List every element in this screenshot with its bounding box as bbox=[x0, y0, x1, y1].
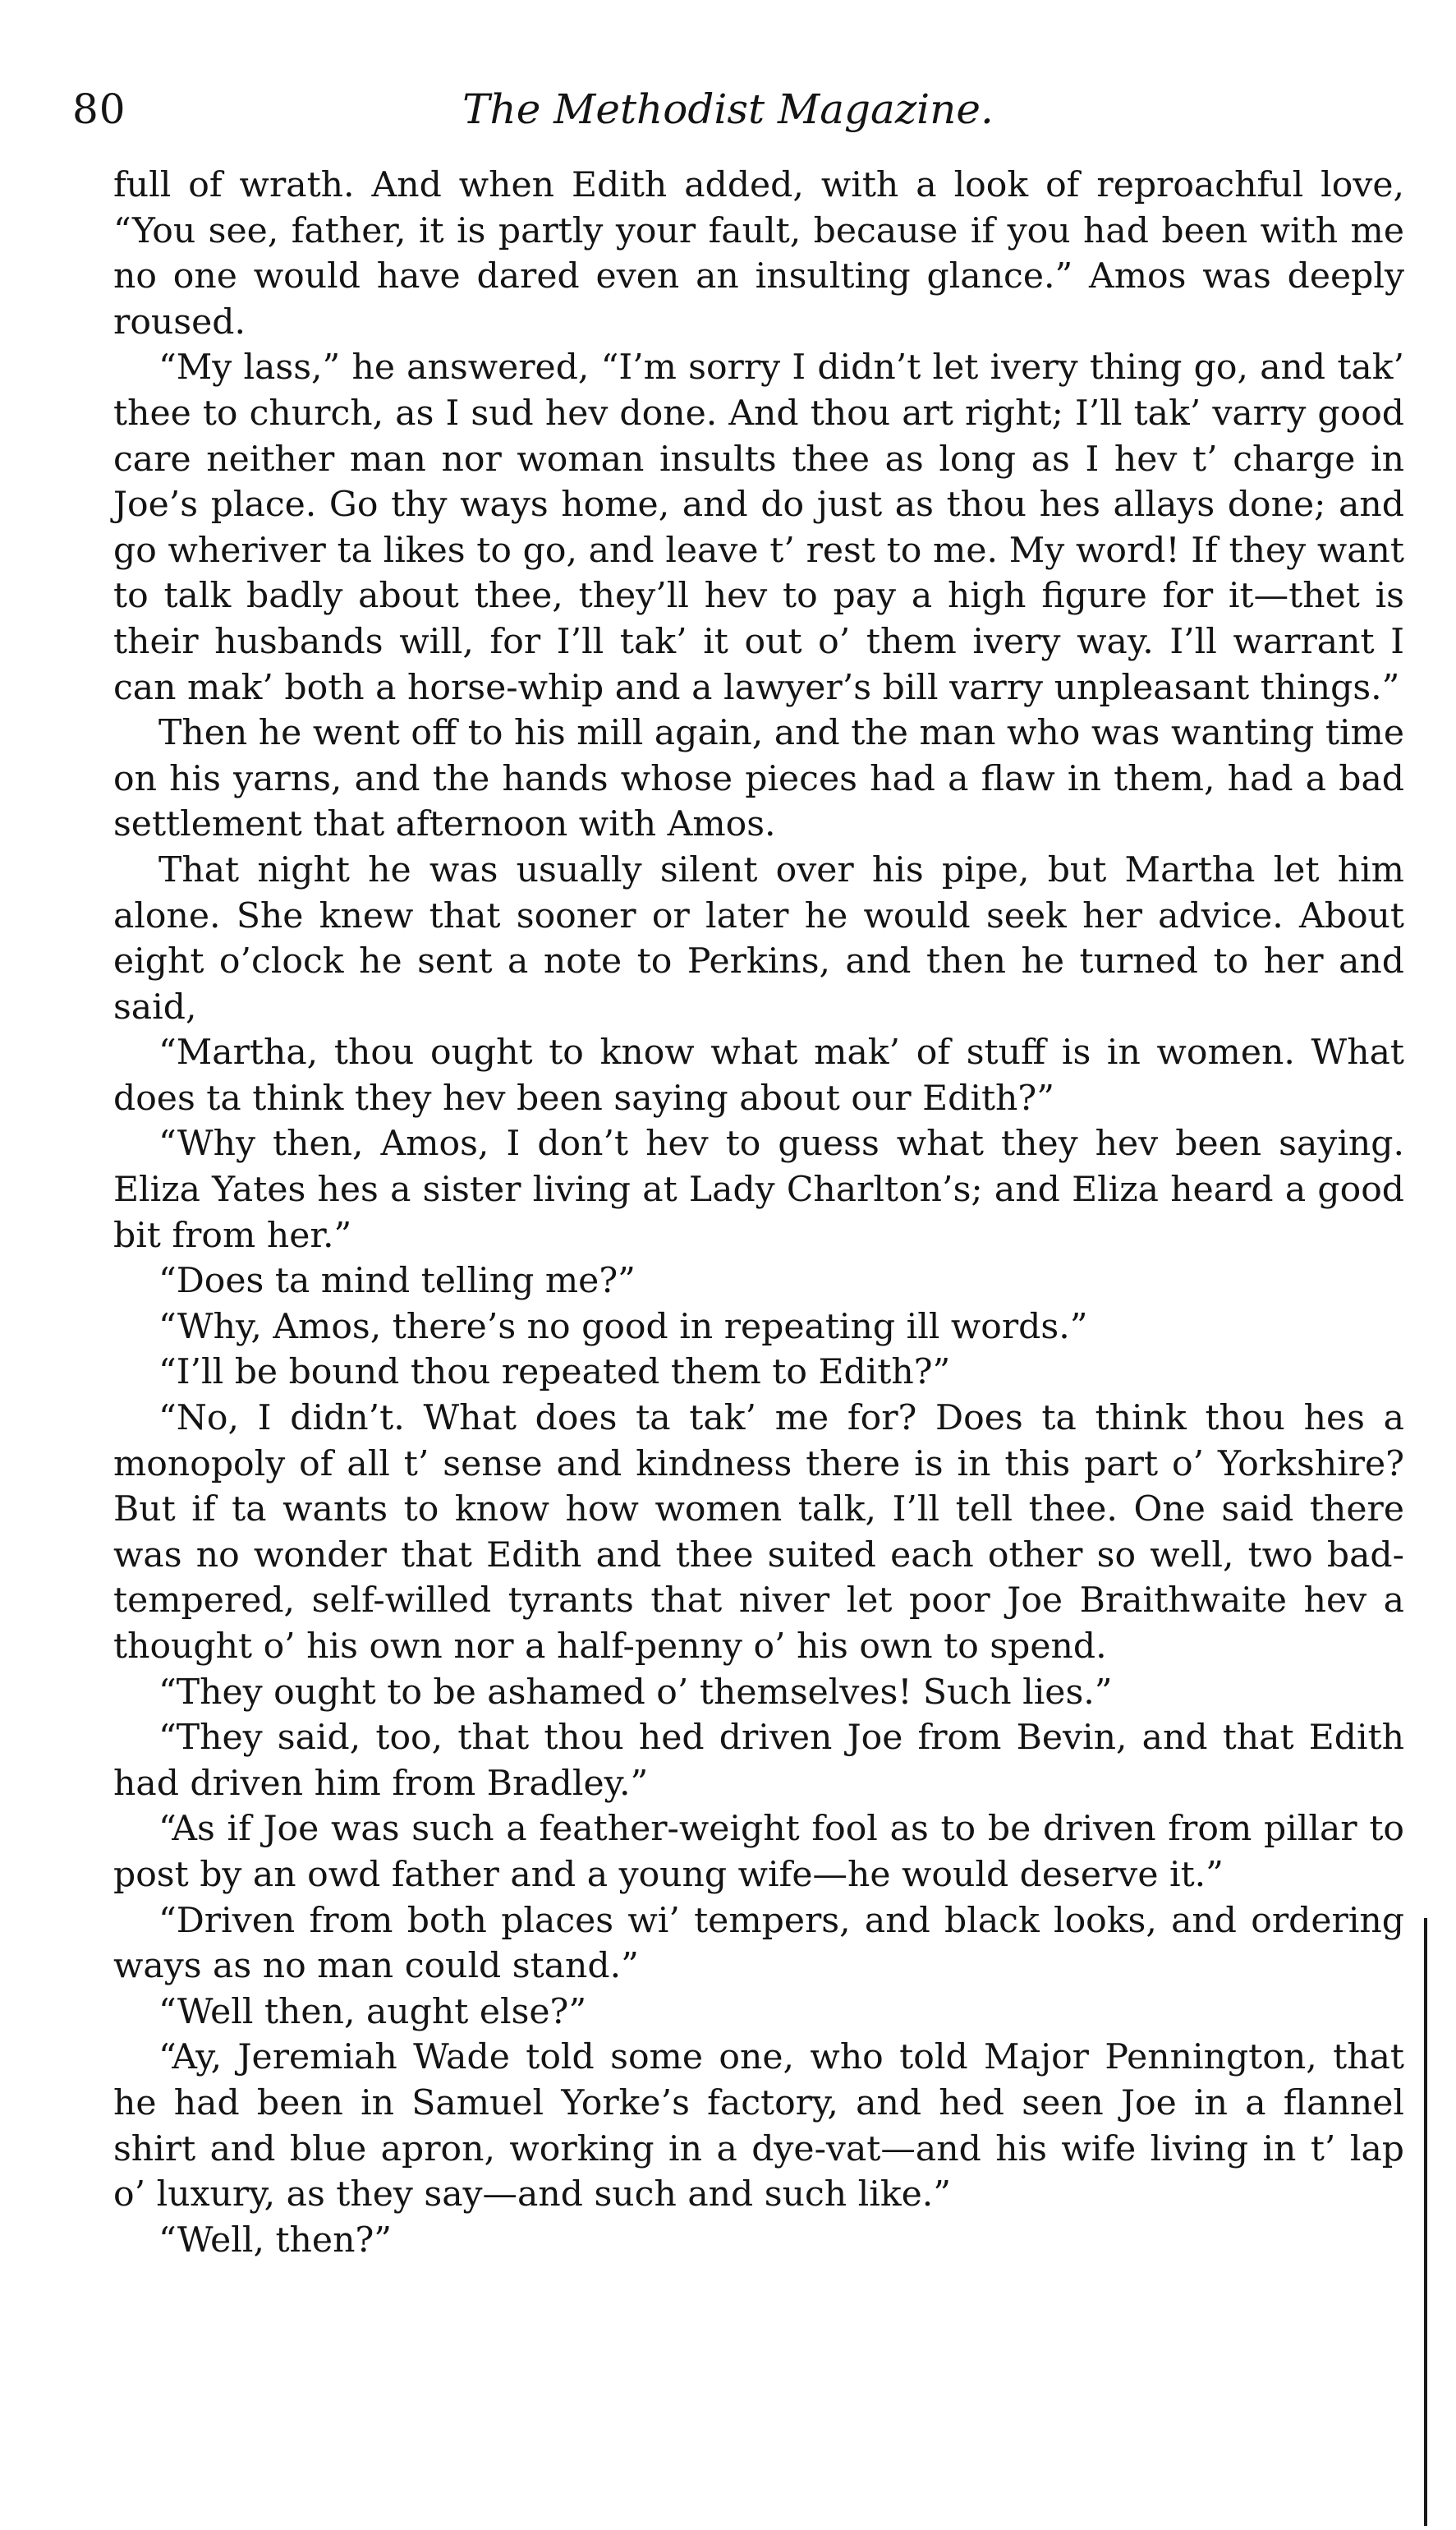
paragraph: “My lass,” he answered, “I’m sorry I didn’t let ivery thing go, and tak’ thee to church, as I sud hev done. And thou art right; I’ll tak’ varry good care neither man nor woman insults thee as long as I hev t’ charge in Joe’s place. Go thy ways home, and do just as thou hes allays done; and go wheriver ta likes to go, and leave t’ rest to me. My word! If they want to talk badly about thee, they’ll hev to pay a high figure for it—thet is their husbands will, for I’ll tak’ it out o’ them ivery way. I’ll warrant I can mak’ both a horse-whip and a lawyer’s bill varry unpleasant things.” bbox=[113, 347, 1404, 708]
paragraph: “Well then, aught else?” bbox=[158, 1991, 587, 2032]
paragraph: Then he went off to his mill again, and the man who was wanting time on his yarns, and the hands whose pieces had a flaw in them, had a bad settlement that afternoon with Amos. bbox=[113, 713, 1404, 845]
paragraph: “Does ta mind telling me?” bbox=[158, 1261, 636, 1302]
paragraph: “I’ll be bound thou repeated them to Edith?” bbox=[158, 1352, 951, 1393]
paragraph: “As if Joe was such a feather-weight fool as to be driven from pillar to post by an owd father and a young wife—he would deserve it.” bbox=[113, 1809, 1404, 1895]
paragraph: “Why, Amos, there’s no good in repeating ill words.” bbox=[158, 1306, 1088, 1347]
page-number: 80 bbox=[72, 85, 126, 133]
paragraph: That night he was usually silent over his pipe, but Martha let him alone. She knew that sooner or later he would seek her advice. About eight o’clock he sent a note to Perkins, and then he turned to her and said, bbox=[113, 849, 1404, 1028]
paragraph: “Driven from both places wi’ tempers, and black looks, and ordering ways as no man could stand.” bbox=[113, 1900, 1404, 1987]
paragraph: “Why then, Amos, I don’t hev to guess what they hev been saying. Eliza Yates hes a sister living at Lady Charlton’s; and Eliza heard a good bit from her.” bbox=[113, 1124, 1404, 1256]
article-body bbox=[113, 163, 1404, 2263]
paragraph: “Well, then?” bbox=[158, 2220, 392, 2261]
paragraph: “Martha, thou ought to know what mak’ of stuff is in women. What does ta think they hev been saying about our Edith?” bbox=[113, 1033, 1404, 1119]
paragraph: “They said, too, that thou hed driven Joe from Bevin, and that Edith had driven him from Bradley.” bbox=[113, 1718, 1404, 1804]
margin-rule bbox=[1424, 1918, 1427, 2526]
paragraph: “They ought to be ashamed o’ themselves! Such lies.” bbox=[158, 1672, 1113, 1713]
paragraph: “Ay, Jeremiah Wade told some one, who told Major Pennington, that he had been in Samuel Yorke’s factory, and hed seen Joe in a flannel shirt and blue apron, working in a dye-vat—and his wife living in t’ lap o’ luxury, as they say—and such and such like.” bbox=[113, 2037, 1404, 2215]
page-header bbox=[0, 72, 1456, 146]
paragraph: full of wrath. And when Edith added, with a look of reproachful love, “You see, father, it is partly your fault, because if you had been with me no one would have dared even an insulting glance.” Amos was deeply roused. bbox=[113, 165, 1404, 343]
running-title: The Methodist Magazine. bbox=[462, 85, 994, 133]
paragraph: “No, I didn’t. What does ta tak’ me for? Does ta think thou hes a monopoly of all t’ sense and kindness there is in this part o’ Yorkshire? But if ta wants to know how women talk, I’ll tell thee. One said there was no wonder that Edith and thee suited each other so well, two bad-tempered, self-willed tyrants that niver let poor Joe Braithwaite hev a thought o’ his own nor a half-penny o’ his own to spend. bbox=[113, 1398, 1404, 1667]
